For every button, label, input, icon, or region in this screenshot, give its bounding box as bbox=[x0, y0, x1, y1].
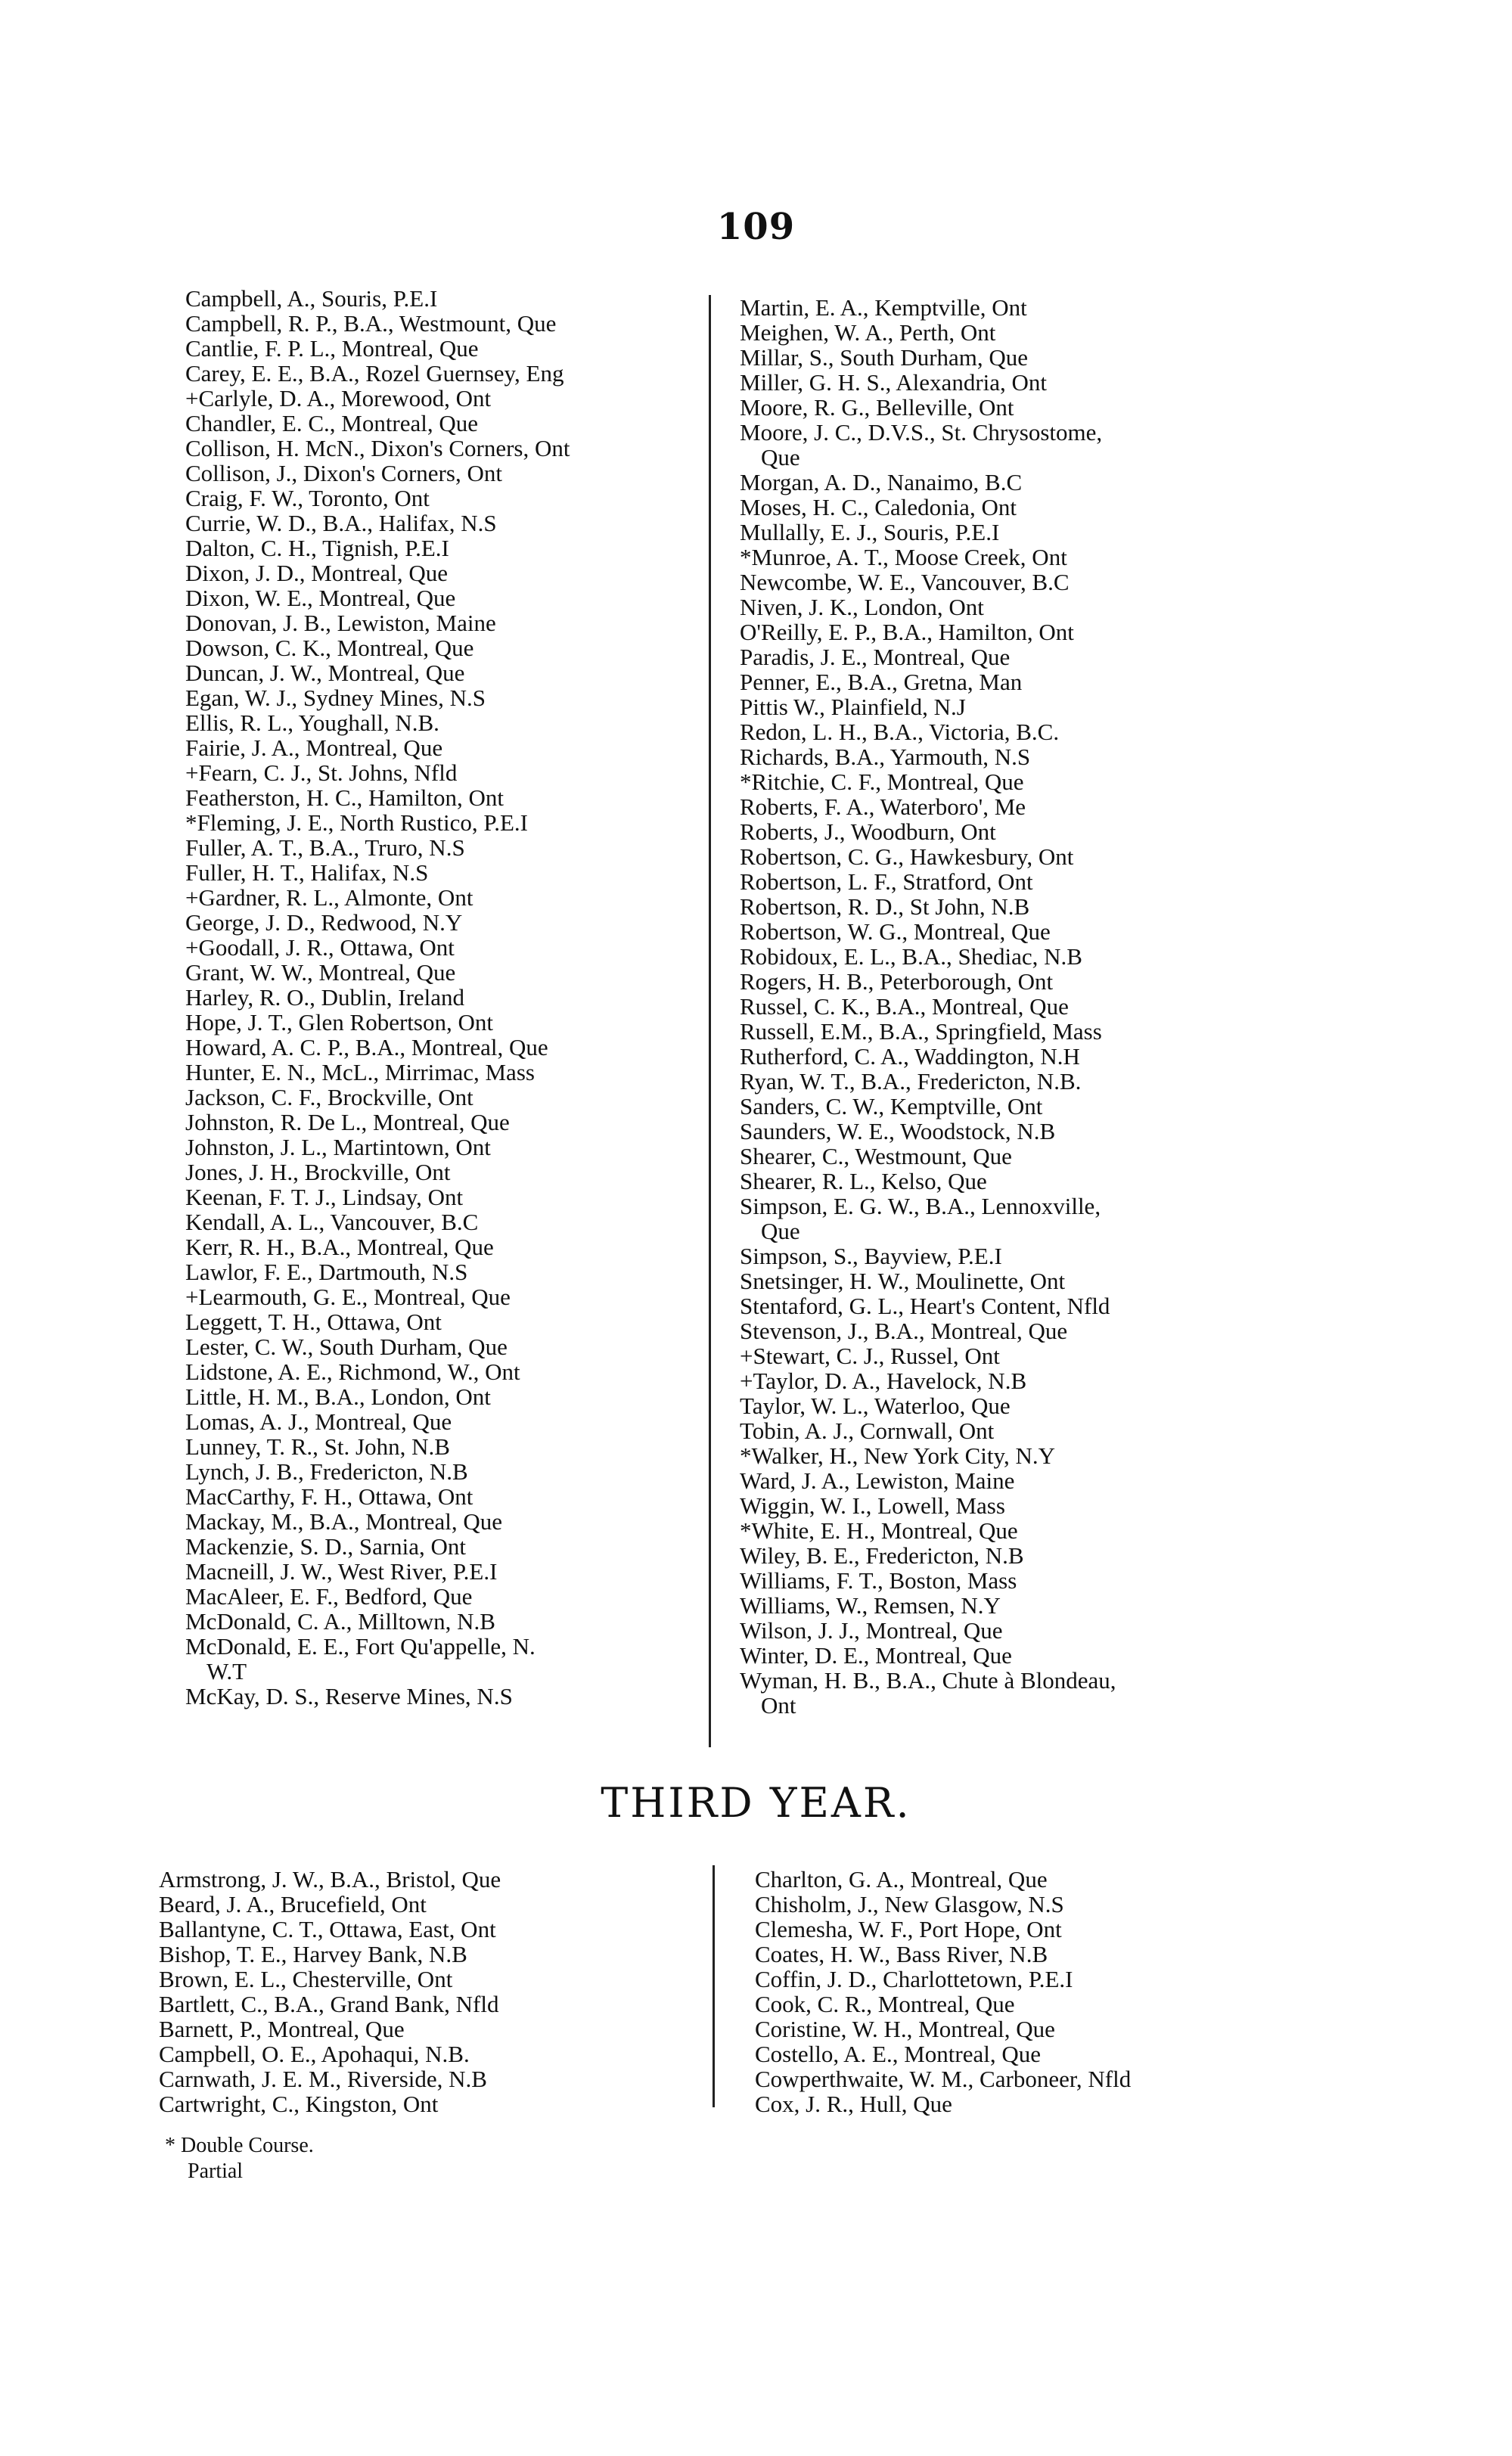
list-item: Campbell, A., Souris, P.E.I bbox=[185, 285, 438, 312]
list-item: Robertson, L. F., Stratford, Ont bbox=[740, 868, 1033, 895]
list-item: *Walker, H., New York City, N.Y bbox=[740, 1442, 1056, 1469]
student-list-right-column bbox=[740, 295, 1315, 1718]
list-item: Richards, B.A., Yarmouth, N.S bbox=[740, 744, 1031, 770]
list-item: +Learmouth, G. E., Montreal, Que bbox=[185, 1284, 511, 1310]
list-item: Dixon, W. E., Montreal, Que bbox=[185, 585, 456, 611]
list-item: Dowson, C. K., Montreal, Que bbox=[185, 635, 474, 661]
list-item: Robertson, C. G., Hawkesbury, Ont bbox=[740, 843, 1074, 870]
list-item: Penner, E., B.A., Gretna, Man bbox=[740, 669, 1023, 695]
list-item: MacCarthy, F. H., Ottawa, Ont bbox=[185, 1483, 473, 1510]
list-item: W.T bbox=[206, 1658, 247, 1684]
list-item: Moore, R. G., Belleville, Ont bbox=[740, 394, 1014, 421]
list-item: Cox, J. R., Hull, Que bbox=[755, 2091, 952, 2117]
list-item: Millar, S., South Durham, Que bbox=[740, 344, 1029, 371]
list-item: Ryan, W. T., B.A., Fredericton, N.B. bbox=[740, 1068, 1082, 1094]
third-year-left-column bbox=[159, 1867, 688, 2116]
list-item: Martin, E. A., Kemptville, Ont bbox=[740, 294, 1027, 321]
list-item: George, J. D., Redwood, N.Y bbox=[185, 909, 463, 936]
list-item: Saunders, W. E., Woodstock, N.B bbox=[740, 1118, 1056, 1144]
list-item: Russel, C. K., B.A., Montreal, Que bbox=[740, 993, 1069, 1020]
list-item: Lynch, J. B., Fredericton, N.B bbox=[185, 1458, 468, 1485]
list-item: Coristine, W. H., Montreal, Que bbox=[755, 2016, 1055, 2042]
list-item: Dalton, C. H., Tignish, P.E.I bbox=[185, 535, 449, 561]
list-item: Lidstone, A. E., Richmond, W., Ont bbox=[185, 1358, 520, 1385]
list-item: Chandler, E. C., Montreal, Que bbox=[185, 410, 479, 436]
list-item: Pittis W., Plainfield, N.J bbox=[740, 694, 966, 720]
student-list-left-column bbox=[185, 286, 677, 1709]
third-year-right-column bbox=[755, 1867, 1315, 2116]
list-item: Kerr, R. H., B.A., Montreal, Que bbox=[185, 1234, 494, 1260]
list-item: Donovan, J. B., Lewiston, Maine bbox=[185, 610, 496, 636]
list-item: Ballantyne, C. T., Ottawa, East, Ont bbox=[159, 1916, 496, 1942]
list-item: Jones, J. H., Brockville, Ont bbox=[185, 1159, 451, 1185]
list-item: Mackay, M., B.A., Montreal, Que bbox=[185, 1508, 502, 1535]
list-item: Featherston, H. C., Hamilton, Ont bbox=[185, 784, 505, 811]
list-item: Johnston, J. L., Martintown, Ont bbox=[185, 1134, 491, 1160]
list-item: Costello, A. E., Montreal, Que bbox=[755, 2041, 1041, 2067]
list-item: Niven, J. K., London, Ont bbox=[740, 594, 984, 620]
list-item: Howard, A. C. P., B.A., Montreal, Que bbox=[185, 1034, 548, 1060]
list-item: Carey, E. E., B.A., Rozel Guernsey, Eng bbox=[185, 360, 564, 387]
list-item: +Goodall, J. R., Ottawa, Ont bbox=[185, 934, 455, 961]
list-item: +Fearn, C. J., St. Johns, Nfld bbox=[185, 759, 458, 786]
list-item: Bartlett, C., B.A., Grand Bank, Nfld bbox=[159, 1991, 499, 2017]
list-item: Charlton, G. A., Montreal, Que bbox=[755, 1866, 1048, 1892]
list-item: Lester, C. W., South Durham, Que bbox=[185, 1334, 508, 1360]
list-item: *White, E. H., Montreal, Que bbox=[740, 1517, 1018, 1544]
list-item: Ward, J. A., Lewiston, Maine bbox=[740, 1467, 1015, 1494]
list-item: Harley, R. O., Dublin, Ireland bbox=[185, 984, 465, 1011]
list-item: Wilson, J. J., Montreal, Que bbox=[740, 1617, 1003, 1644]
list-item: Roberts, F. A., Waterboro', Me bbox=[740, 793, 1026, 820]
list-item: Shearer, R. L., Kelso, Que bbox=[740, 1168, 987, 1194]
list-item: Kendall, A. L., Vancouver, B.C bbox=[185, 1209, 479, 1235]
list-item: Roberts, J., Woodburn, Ont bbox=[740, 818, 996, 845]
list-item: *Munroe, A. T., Moose Creek, Ont bbox=[740, 544, 1067, 570]
list-item: Keenan, F. T. J., Lindsay, Ont bbox=[185, 1184, 464, 1210]
list-item: McDonald, C. A., Milltown, N.B bbox=[185, 1608, 495, 1635]
list-item: Carnwath, J. E. M., Riverside, N.B bbox=[159, 2066, 487, 2092]
list-item: Williams, F. T., Boston, Mass bbox=[740, 1567, 1017, 1594]
list-item: Grant, W. W., Montreal, Que bbox=[185, 959, 456, 986]
list-item: Cartwright, C., Kingston, Ont bbox=[159, 2091, 439, 2117]
list-item: Duncan, J. W., Montreal, Que bbox=[185, 660, 465, 686]
list-item: Ellis, R. L., Youghall, N.B. bbox=[185, 709, 439, 736]
list-item: Robertson, R. D., St John, N.B bbox=[740, 893, 1030, 920]
list-item: Lomas, A. J., Montreal, Que bbox=[185, 1408, 452, 1435]
footnote-double-course: * Double Course. bbox=[165, 2134, 314, 2157]
list-item: Simpson, S., Bayview, P.E.I bbox=[740, 1243, 1002, 1269]
list-item: Lawlor, F. E., Dartmouth, N.S bbox=[185, 1259, 468, 1285]
list-item: Wiggin, W. I., Lowell, Mass bbox=[740, 1492, 1005, 1519]
list-item: Fuller, A. T., B.A., Truro, N.S bbox=[185, 834, 465, 861]
list-item: Beard, J. A., Brucefield, Ont bbox=[159, 1891, 427, 1917]
list-item: Johnston, R. De L., Montreal, Que bbox=[185, 1109, 510, 1135]
list-item: O'Reilly, E. P., B.A., Hamilton, Ont bbox=[740, 619, 1074, 645]
list-item: Simpson, E. G. W., B.A., Lennoxville, bbox=[740, 1193, 1101, 1219]
list-item: Moore, J. C., D.V.S., St. Chrysostome, bbox=[740, 419, 1103, 446]
list-item: +Stewart, C. J., Russel, Ont bbox=[740, 1343, 1000, 1369]
list-item: Collison, J., Dixon's Corners, Ont bbox=[185, 460, 502, 486]
list-item: Macneill, J. W., West River, P.E.I bbox=[185, 1558, 498, 1585]
list-item: Rutherford, C. A., Waddington, N.H bbox=[740, 1043, 1080, 1070]
list-item: Jackson, C. F., Brockville, Ont bbox=[185, 1084, 473, 1110]
list-item: Que bbox=[761, 1218, 800, 1244]
list-item: Sanders, C. W., Kemptville, Ont bbox=[740, 1093, 1043, 1119]
list-item: Coates, H. W., Bass River, N.B bbox=[755, 1941, 1048, 1967]
list-item: McKay, D. S., Reserve Mines, N.S bbox=[185, 1683, 513, 1709]
list-item: Paradis, J. E., Montreal, Que bbox=[740, 644, 1011, 670]
column-divider-lower bbox=[713, 1865, 715, 2107]
footnotes bbox=[165, 2133, 314, 2184]
list-item: Winter, D. E., Montreal, Que bbox=[740, 1642, 1012, 1669]
list-item: *Fleming, J. E., North Rustico, P.E.I bbox=[185, 809, 528, 836]
list-item: Mackenzie, S. D., Sarnia, Ont bbox=[185, 1533, 467, 1560]
list-item: Chisholm, J., New Glasgow, N.S bbox=[755, 1891, 1064, 1917]
list-item: MacAleer, E. F., Bedford, Que bbox=[185, 1583, 473, 1610]
list-item: Que bbox=[761, 444, 800, 470]
list-item: Shearer, C., Westmount, Que bbox=[740, 1143, 1012, 1169]
list-item: Brown, E. L., Chesterville, Ont bbox=[159, 1966, 453, 1992]
list-item: Russell, E.M., B.A., Springfield, Mass bbox=[740, 1018, 1102, 1045]
page-number: 109 bbox=[716, 206, 796, 248]
list-item: Craig, F. W., Toronto, Ont bbox=[185, 485, 430, 511]
list-item: Bishop, T. E., Harvey Bank, N.B bbox=[159, 1941, 467, 1967]
list-item: Little, H. M., B.A., London, Ont bbox=[185, 1383, 491, 1410]
list-item: Collison, H. McN., Dixon's Corners, Ont bbox=[185, 435, 570, 461]
list-item: Cook, C. R., Montreal, Que bbox=[755, 1991, 1015, 2017]
list-item: Newcombe, W. E., Vancouver, B.C bbox=[740, 569, 1070, 595]
list-item: Mullally, E. J., Souris, P.E.I bbox=[740, 519, 1000, 545]
list-item: +Taylor, D. A., Havelock, N.B bbox=[740, 1368, 1027, 1394]
list-item: Wiley, B. E., Fredericton, N.B bbox=[740, 1542, 1024, 1569]
footnote-partial: Partial bbox=[188, 2159, 244, 2183]
list-item: Williams, W., Remsen, N.Y bbox=[740, 1592, 1001, 1619]
list-item: Dixon, J. D., Montreal, Que bbox=[185, 560, 448, 586]
list-item: Redon, L. H., B.A., Victoria, B.C. bbox=[740, 719, 1060, 745]
list-item: Campbell, O. E., Apohaqui, N.B. bbox=[159, 2041, 470, 2067]
list-item: Tobin, A. J., Cornwall, Ont bbox=[740, 1417, 995, 1444]
list-item: Stentaford, G. L., Heart's Content, Nfld bbox=[740, 1293, 1110, 1319]
list-item: Rogers, H. B., Peterborough, Ont bbox=[740, 968, 1054, 995]
list-item: Miller, G. H. S., Alexandria, Ont bbox=[740, 369, 1048, 396]
list-item: Moses, H. C., Caledonia, Ont bbox=[740, 494, 1017, 520]
list-item: Lunney, T. R., St. John, N.B bbox=[185, 1433, 450, 1460]
list-item: Clemesha, W. F., Port Hope, Ont bbox=[755, 1916, 1062, 1942]
list-item: Leggett, T. H., Ottawa, Ont bbox=[185, 1309, 442, 1335]
list-item: Morgan, A. D., Nanaimo, B.C bbox=[740, 469, 1023, 495]
list-item: Wyman, H. B., B.A., Chute à Blondeau, bbox=[740, 1667, 1116, 1694]
list-item: Coffin, J. D., Charlottetown, P.E.I bbox=[755, 1966, 1073, 1992]
list-item: Fairie, J. A., Montreal, Que bbox=[185, 734, 443, 761]
list-item: Meighen, W. A., Perth, Ont bbox=[740, 319, 996, 346]
list-item: Campbell, R. P., B.A., Westmount, Que bbox=[185, 310, 557, 337]
list-item: +Gardner, R. L., Almonte, Ont bbox=[185, 884, 473, 911]
list-item: Robertson, W. G., Montreal, Que bbox=[740, 918, 1051, 945]
list-item: +Carlyle, D. A., Morewood, Ont bbox=[185, 385, 492, 411]
list-item: Egan, W. J., Sydney Mines, N.S bbox=[185, 685, 486, 711]
list-item: Armstrong, J. W., B.A., Bristol, Que bbox=[159, 1866, 501, 1892]
list-item: Hope, J. T., Glen Robertson, Ont bbox=[185, 1009, 493, 1035]
list-item: Barnett, P., Montreal, Que bbox=[159, 2016, 405, 2042]
list-item: McDonald, E. E., Fort Qu'appelle, N. bbox=[185, 1633, 536, 1660]
list-item: Stevenson, J., B.A., Montreal, Que bbox=[740, 1318, 1068, 1344]
list-item: Cantlie, F. P. L., Montreal, Que bbox=[185, 335, 479, 362]
list-item: *Ritchie, C. F., Montreal, Que bbox=[740, 768, 1024, 795]
list-item: Snetsinger, H. W., Moulinette, Ont bbox=[740, 1268, 1066, 1294]
list-item: Robidoux, E. L., B.A., Shediac, N.B bbox=[740, 943, 1082, 970]
list-item: Cowperthwaite, W. M., Carboneer, Nfld bbox=[755, 2066, 1132, 2092]
list-item: Ont bbox=[761, 1692, 796, 1719]
list-item: Fuller, H. T., Halifax, N.S bbox=[185, 859, 429, 886]
list-item: Currie, W. D., B.A., Halifax, N.S bbox=[185, 510, 497, 536]
list-item: Taylor, W. L., Waterloo, Que bbox=[740, 1393, 1011, 1419]
column-divider bbox=[709, 295, 711, 1747]
list-item: Hunter, E. N., McL., Mirrimac, Mass bbox=[185, 1059, 535, 1085]
section-heading: THIRD YEAR. bbox=[601, 1779, 911, 1827]
